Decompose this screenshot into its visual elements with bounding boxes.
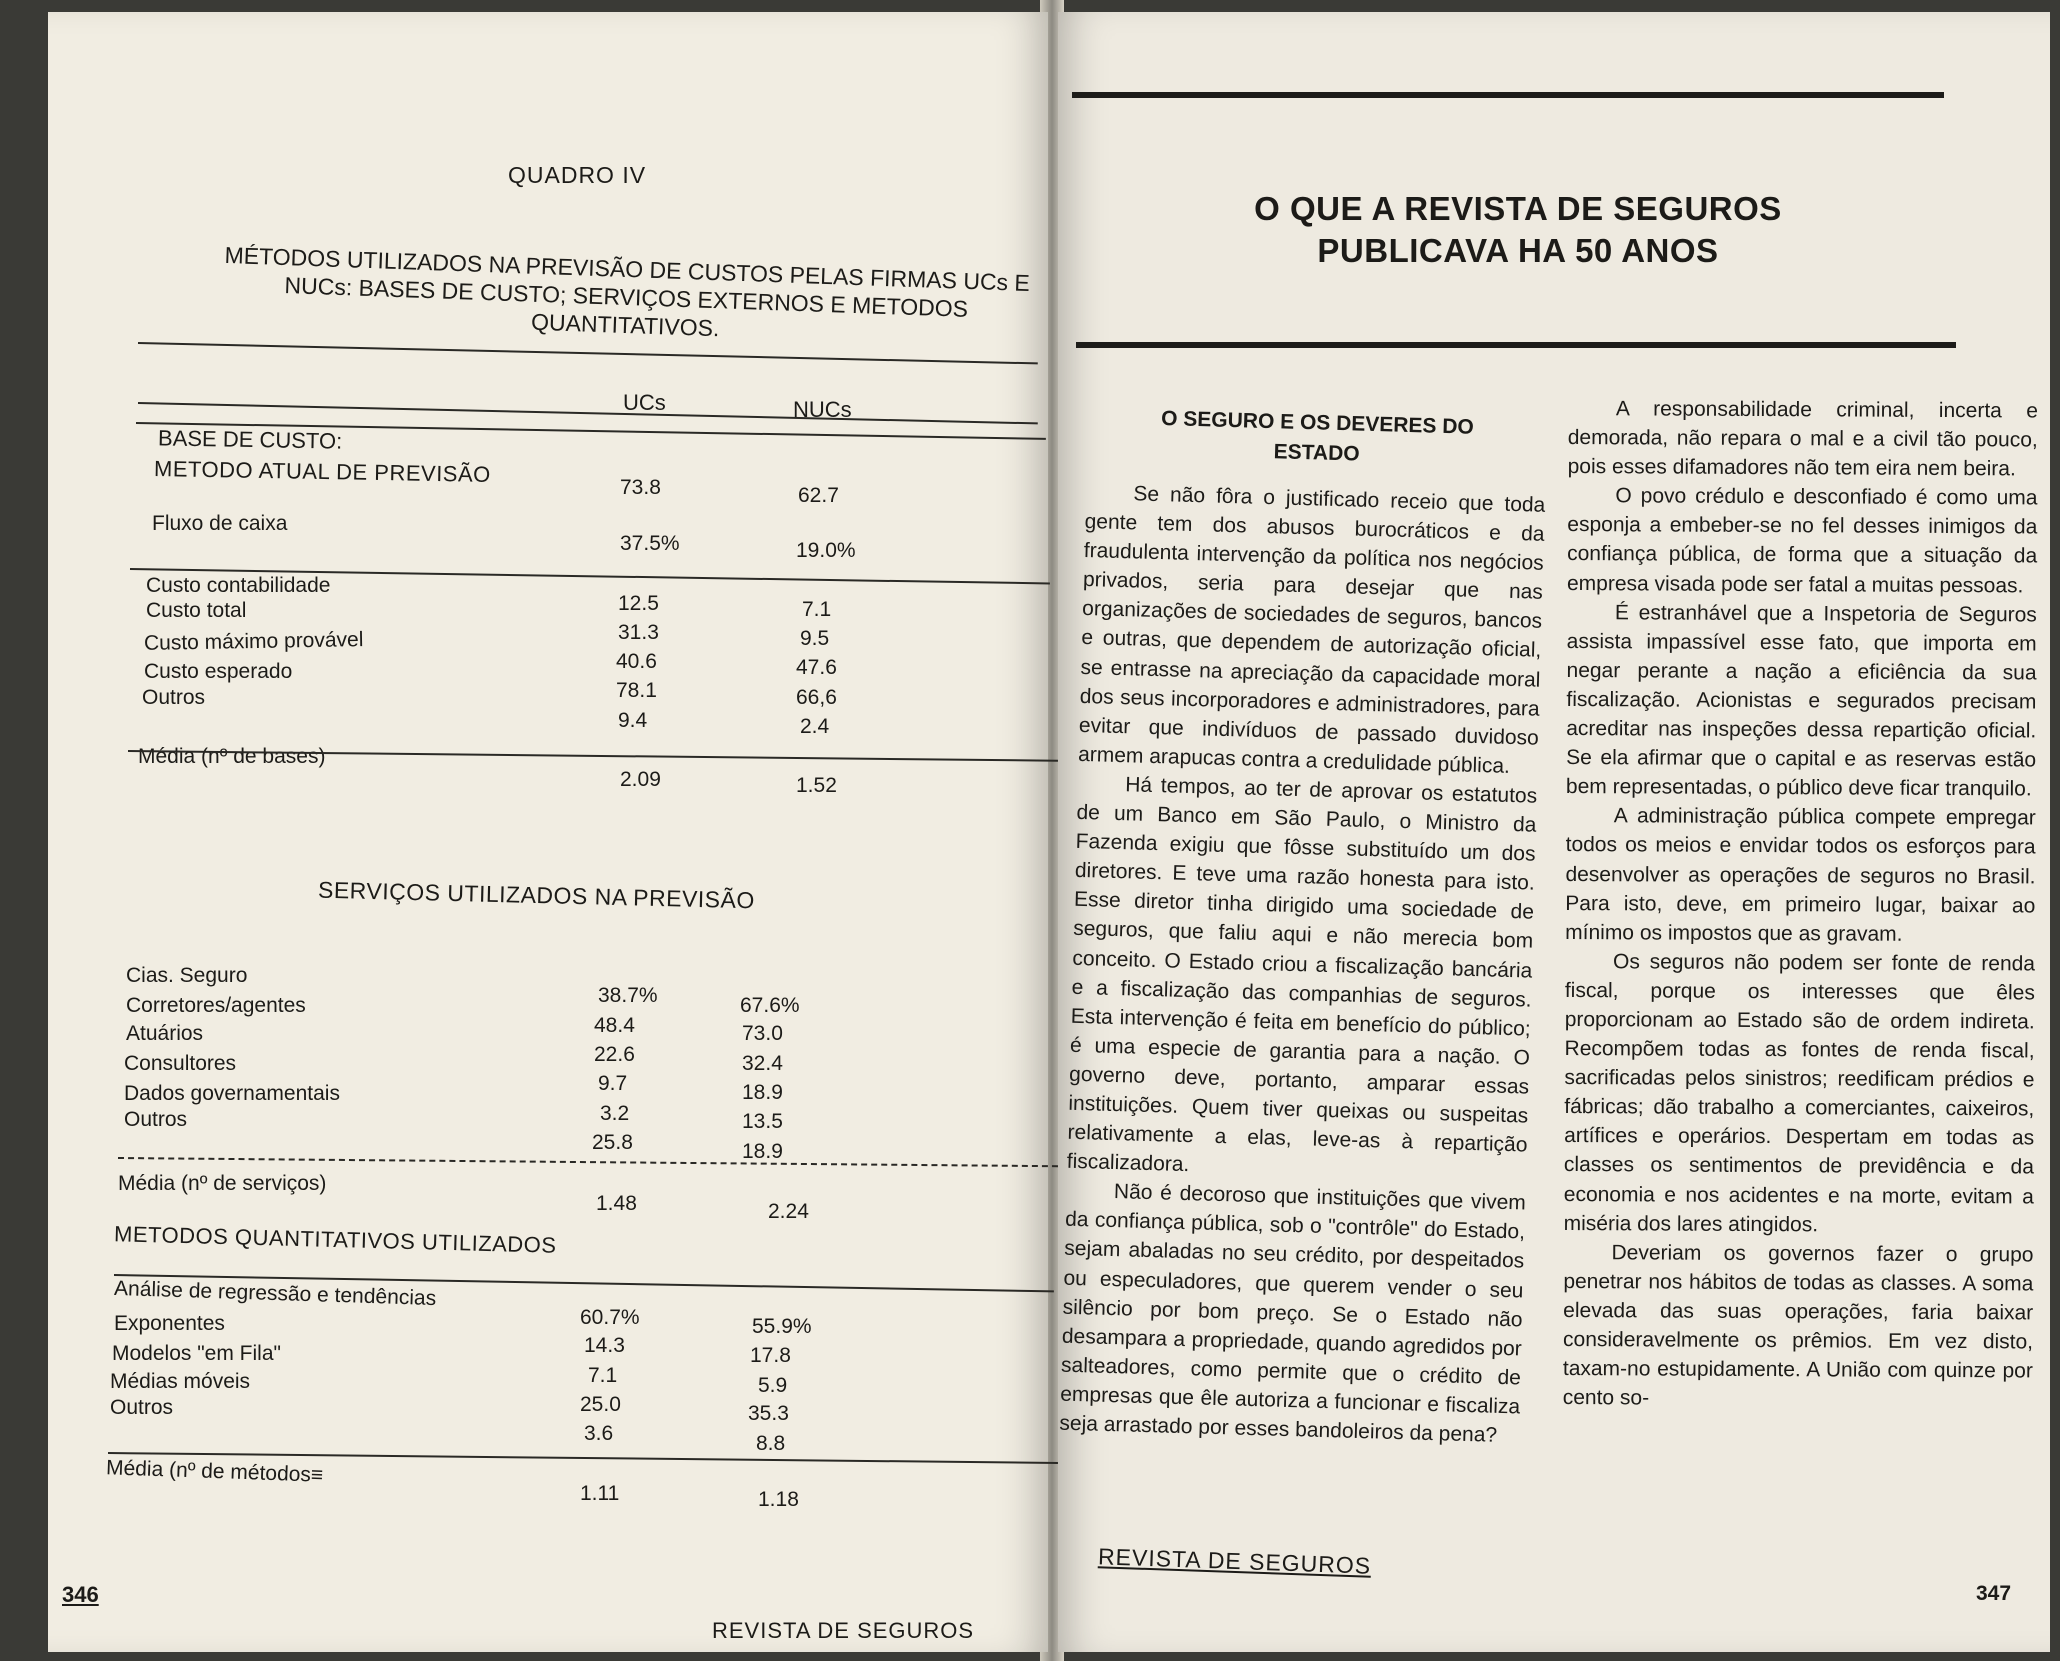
- servicos-ucs: 48.4: [594, 1014, 635, 1037]
- base-media-ucs: 2.09: [620, 768, 661, 791]
- servicos-title: SERVIÇOS UTILIZADOS NA PREVISÃO: [317, 876, 756, 914]
- base-row-label: Custo total: [146, 599, 247, 622]
- base-label-metodo: METODO ATUAL DE PREVISÃO: [153, 456, 491, 487]
- col-header-nucs: NUCs: [793, 397, 852, 422]
- servicos-nucs: 18.9: [742, 1140, 783, 1163]
- servicos-label: Dados governamentais: [124, 1082, 340, 1105]
- base-row-nucs: 66,6: [796, 686, 837, 709]
- servicos-nucs: 18.9: [742, 1081, 783, 1104]
- title-line-1: O QUE A REVISTA DE SEGUROS: [1254, 190, 1782, 227]
- paragraph: Deveriam os governos fazer o grupo penetrar nos hábitos de todas as classes. A soma elevada das suas operações, faria baixar consideravelmente os prêmios. Em vez disto, taxam-no estupidamente. A União com quinze por cento so-: [1562, 1240, 2034, 1410]
- base-row-nucs: 47.6: [796, 656, 837, 679]
- col-header-ucs: UCs: [623, 390, 666, 415]
- servicos-label: Corretores/agentes: [126, 994, 306, 1017]
- base-row-nucs: 9.5: [800, 627, 830, 650]
- table-subtitle: MÉTODOS UTILIZADOS NA PREVISÃO DE CUSTOS PELAS FIRMAS UCs E NUCs: BASES DE CUSTO; SERVIÇOS EXTERNOS E METODOS QUANTITATIVOS.: [224, 241, 1031, 342]
- fluxo-label: Fluxo de caixa: [152, 512, 288, 535]
- servicos-label: Cias. Seguro: [126, 964, 248, 987]
- article-column-1: [1059, 402, 1548, 1451]
- bottom-rule: [1076, 342, 1956, 348]
- base-media-nucs: 1.52: [796, 774, 837, 797]
- headline-line-2: ESTADO: [1273, 440, 1360, 466]
- fluxo-nucs: 19.0%: [796, 539, 856, 562]
- table-title: QUADRO IV: [508, 162, 647, 188]
- base-row-label: Custo máximo provável: [143, 628, 364, 655]
- article-section-title: [1218, 188, 1818, 272]
- paragraph: Há tempos, ao ter de aprovar os estatutos de um Banco em São Paulo, o Ministro da Fazenda exigiu que fôsse substituído um dos diretores. E teve uma razão honesta para isto. Esse diretor tinha dirigido uma sociedade de seguros, que faliu aqui e não merecia bom conceito. O Estado criou a fiscalização bancária e a fiscalização das companhias de seguros. Esta intervenção é feita em benefício do público; é uma especie de garantia para a nação. O governo deve, portanto, amparar essas instituições. Quem tiver queixas ou suspeitas relativamente a elas, leve-as à repartição fiscalizadora.: [1066, 773, 1538, 1177]
- headline-line-1: O SEGURO E OS DEVERES DO: [1160, 407, 1475, 439]
- base-row-ucs: 12.5: [618, 592, 659, 615]
- servicos-nucs: 67.6%: [740, 994, 800, 1017]
- metodos-ucs: 7.1: [588, 1364, 618, 1387]
- servicos-label: Outros: [124, 1108, 188, 1131]
- servicos-label: Atuários: [126, 1022, 204, 1045]
- servicos-ucs: 25.8: [592, 1131, 633, 1154]
- paragraph: A responsabilidade criminal, incerta e demorada, não repara o mal e a civil tão pouco, pois esses difamadores não tem eira nem beira.: [1567, 397, 2038, 481]
- metodos-label: Médias móveis: [110, 1370, 251, 1393]
- base-row-label: Outros: [142, 686, 206, 709]
- servicos-ucs: 22.6: [594, 1043, 635, 1066]
- metodos-media-nucs: 1.18: [758, 1488, 799, 1511]
- equals-mark-icon: ≡: [310, 1463, 324, 1487]
- servicos-nucs: 13.5: [742, 1110, 783, 1133]
- servicos-media-ucs: 1.48: [596, 1192, 637, 1215]
- servicos-nucs: 73.0: [742, 1022, 783, 1045]
- rule: [118, 1157, 1058, 1167]
- metodos-ucs: 3.6: [584, 1422, 614, 1445]
- servicos-media-nucs: 2.24: [768, 1200, 809, 1223]
- servicos-media-label: Média (nº de serviços): [118, 1172, 327, 1195]
- base-label: BASE DE CUSTO:: [157, 425, 343, 454]
- base-row-nucs: 7.1: [802, 598, 832, 621]
- servicos-ucs: 38.7%: [598, 984, 658, 1007]
- servicos-ucs: 3.2: [600, 1102, 630, 1125]
- metodos-ucs: 25.0: [580, 1393, 621, 1416]
- metodos-nucs: 5.9: [758, 1374, 788, 1397]
- base-row-ucs: 9.4: [618, 709, 648, 732]
- article-headline: [1086, 402, 1547, 475]
- metodos-label: Análise de regressão e tendências: [113, 1276, 437, 1311]
- metodos-media-text: Média (nº de métodos: [105, 1456, 312, 1487]
- left-footer: REVISTA DE SEGUROS: [712, 1618, 975, 1643]
- right-footer: REVISTA DE SEGUROS: [1097, 1543, 1372, 1579]
- base-row-ucs: 40.6: [616, 650, 657, 673]
- paragraph: Não é decoroso que instituições que vivem da confiança pública, sob o "contrôle" do Estado, sejam abaladas no seu crédito, por despeitados ou especuladores, que querem vender o seu silêncio por bom preço. Se o Estado não desampara a propriedade, quando agredidos por salteadores, como permite que o crédito de empresas que êle autoriza a funcionar e fiscaliza seja arrastado por esses bandoleiros da pena?: [1059, 1180, 1527, 1447]
- paragraph: Se não fôra o justificado receio que toda gente tem dos abusos burocráticos e da fraudulenta intervenção da política nos negócios privados, seria para desejar que nas organizações de sociedades de seguros, bancos e outras, que dependem de autorização oficial, se entrasse na apreciação da capacidade moral dos seus incorporadores e administradores, para evitar que indivíduos de passado duvidoso armem arapucas contra a credulidade pública.: [1077, 482, 1546, 778]
- base-row-ucs: 78.1: [616, 679, 657, 702]
- base-row-label: Custo contabilidade: [146, 574, 331, 597]
- left-page: [48, 12, 1048, 1652]
- base-v1-ucs: 73.8: [620, 476, 661, 499]
- paragraph: Os seguros não podem ser fonte de renda fiscal, porque os interesses que êles proporcionam ao Estado são de ordem indireta. Recompõem todas as fontes de renda fiscal, sacrificadas pelos sinistros; reedificam prédios e fábricas; dão trabalho a comerciantes, caixeiros, artífices e operários. Despertam em todas as classes os sentimentos de previdência e da economia e nos acidentes e na morte, evitam a miséria dos lares atingidos.: [1563, 950, 2036, 1236]
- top-rule: [1072, 92, 1944, 98]
- page-number-right: 347: [1976, 1582, 2012, 1605]
- paragraph: O povo crédulo e desconfiado é como uma esponja a embeber-se no fel desses inimigos da confiança pública, de forma que a situação da empresa visada pode ser fatal a muitas pessoas.: [1566, 484, 2038, 597]
- page-number-left: 346: [62, 1582, 99, 1607]
- metodos-media-label: [106, 1456, 324, 1488]
- article-column-2: [1563, 394, 2038, 1415]
- metodos-title: METODOS QUANTITATIVOS UTILIZADOS: [113, 1221, 557, 1258]
- paragraph: A administração pública compete empregar todos os meios e envidar todos os esforços para desenvolver as operações de seguros no Brasil. Para isto, deve, em primeiro lugar, baixar ao mínimo os impostos que as gravam.: [1565, 804, 2036, 946]
- base-row-label: Custo esperado: [144, 660, 293, 683]
- metodos-nucs: 8.8: [756, 1432, 786, 1455]
- base-row-nucs: 2.4: [800, 715, 830, 738]
- servicos-ucs: 9.7: [598, 1072, 628, 1095]
- rule: [138, 402, 1038, 424]
- base-v1-nucs: 62.7: [798, 484, 839, 507]
- metodos-nucs: 55.9%: [752, 1315, 812, 1338]
- metodos-label: Modelos "em Fila": [112, 1342, 281, 1365]
- base-row-ucs: 31.3: [618, 621, 659, 644]
- servicos-label: Consultores: [124, 1052, 237, 1075]
- servicos-nucs: 32.4: [742, 1052, 783, 1075]
- metodos-label: Outros: [110, 1396, 174, 1419]
- title-line-2: PUBLICAVA HA 50 ANOS: [1317, 232, 1719, 269]
- metodos-label: Exponentes: [114, 1312, 225, 1335]
- base-media-label: Média (nº de bases): [138, 745, 326, 768]
- metodos-media-ucs: 1.11: [580, 1482, 620, 1505]
- paragraph: É estranhável que a Inspetoria de Seguros assista impassível esse fato, que importa em negar perante a nação a eficiência da sua fiscalização. Acionistas e segurados precisam acreditar nas inspeções dessa repartição oficial. Se ela afirmar que o capital e as reservas estão bem representadas, o público deve ficar tranquilo.: [1565, 600, 2037, 801]
- metodos-ucs: 14.3: [584, 1334, 625, 1357]
- fluxo-ucs: 37.5%: [620, 532, 680, 555]
- metodos-nucs: 17.8: [750, 1344, 791, 1367]
- metodos-nucs: 35.3: [748, 1402, 789, 1425]
- metodos-ucs: 60.7%: [580, 1306, 640, 1329]
- right-page: [1058, 12, 2050, 1652]
